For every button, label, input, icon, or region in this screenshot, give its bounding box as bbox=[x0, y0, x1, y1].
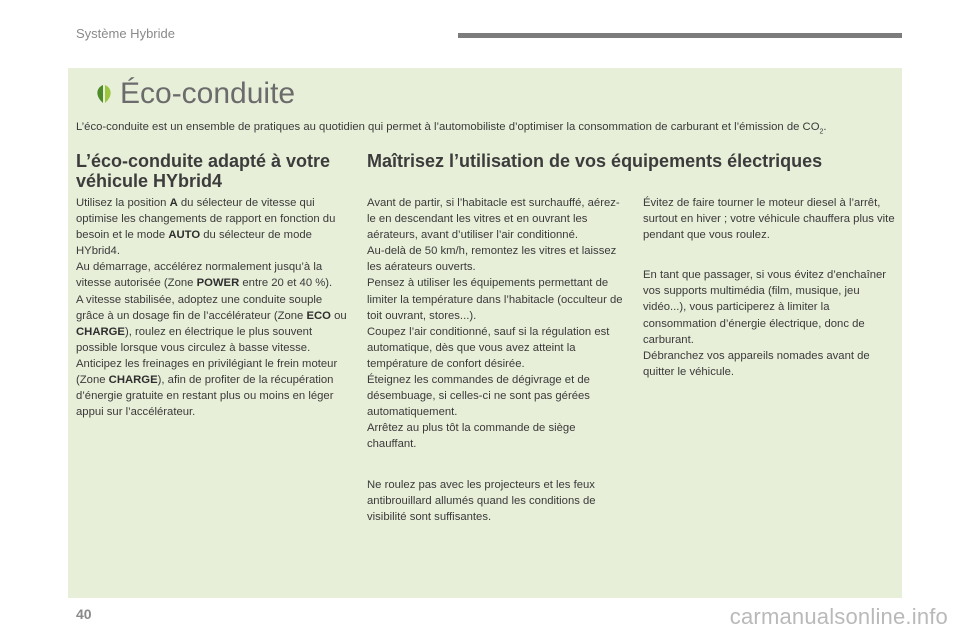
middle-paragraph: Avant de partir, si l’habitacle est surchauffé, aérez-le en descendant les vitres et en ouvrant les aérateurs, avant d’utiliser l’air conditionné. bbox=[367, 197, 620, 242]
left-paragraph-2: Au démarrage, accélérez normalement jusqu’à la vitesse autorisée (Zone POWER entre 20 et 40 %). bbox=[76, 261, 333, 290]
left-heading: L’éco-conduite adapté à votre véhicule HYbrid4 bbox=[76, 151, 331, 191]
middle-paragraph: Au-delà de 50 km/h, remontez les vitres et laissez les aérateurs ouverts. bbox=[367, 245, 617, 274]
page-number: 40 bbox=[76, 606, 92, 622]
middle-paragraph: Ne roulez pas avec les projecteurs et les feux antibrouillard allumés quand les conditions de visibilité sont suffisantes. bbox=[367, 478, 596, 523]
intro-paragraph: L’éco-conduite est un ensemble de pratiques au quotidien qui permet à l’automobiliste d’optimiser la consommation de carburant et l’émission de $CO_2$. bbox=[76, 121, 827, 136]
right-paragraph: Débranchez vos appareils nomades avant de quitter le véhicule. bbox=[643, 349, 870, 378]
eco-leaf-icon bbox=[92, 82, 116, 106]
right-paragraph: Évitez de faire tourner le moteur diesel à l’arrêt, surtout en hiver ; votre véhicule chauffera plus vite pendant que vous roulez. bbox=[643, 197, 895, 242]
left-column bbox=[76, 195, 348, 420]
title-row bbox=[92, 76, 295, 112]
left-paragraph-4: Anticipez les freinages en privilégiant le frein moteur (Zone CHARGE), afin de profiter de la récupération d’énergie gratuite en restant plus ou moins en léger appui sur l’accélérateur. bbox=[76, 357, 338, 419]
right-column bbox=[643, 195, 899, 380]
middle-paragraph: Coupez l’air conditionné, sauf si la régulation est automatique, dès que vous avez atteint la température de confort désirée. bbox=[367, 325, 610, 370]
page-title: Éco-conduite bbox=[120, 77, 296, 110]
left-paragraph-3: A vitesse stabilisée, adoptez une conduite souple grâce à un dosage fin de l’accélérateur (Zone ECO ou CHARGE), roulez en électrique le plus souvent possible lorsque vous circulez à basse vitesse. bbox=[76, 293, 347, 354]
middle-column bbox=[367, 195, 623, 525]
header-rule bbox=[458, 33, 902, 38]
right-heading: Maîtrisez l’utilisation de vos équipements électriques bbox=[367, 151, 823, 171]
middle-paragraph: Éteignez les commandes de dégivrage et de désembuage, si celles-ci ne sont pas gérées automatiquement. bbox=[367, 374, 590, 419]
watermark: carmanualsonline.info bbox=[729, 604, 948, 629]
middle-paragraph: Arrêtez au plus tôt la commande de siège chauffant. bbox=[367, 422, 576, 451]
section-header: Système Hybride bbox=[76, 26, 175, 41]
left-paragraph-1: Utilisez la position A du sélecteur de vitesse qui optimise les changements de rapport en fonction du besoin et le mode AUTO du sélecteur de mode HYbrid4. bbox=[76, 197, 336, 258]
middle-paragraph: Pensez à utiliser les équipements permettant de limiter la température dans l’habitacle (occulteur de toit ouvrant, stores...). bbox=[367, 277, 623, 322]
right-paragraph: En tant que passager, si vous évitez d’enchaîner vos supports multimédia (film, musique, jeu vidéo...), vous participerez à limiter la consommation d’énergie électrique, donc de carburant. bbox=[643, 269, 887, 346]
